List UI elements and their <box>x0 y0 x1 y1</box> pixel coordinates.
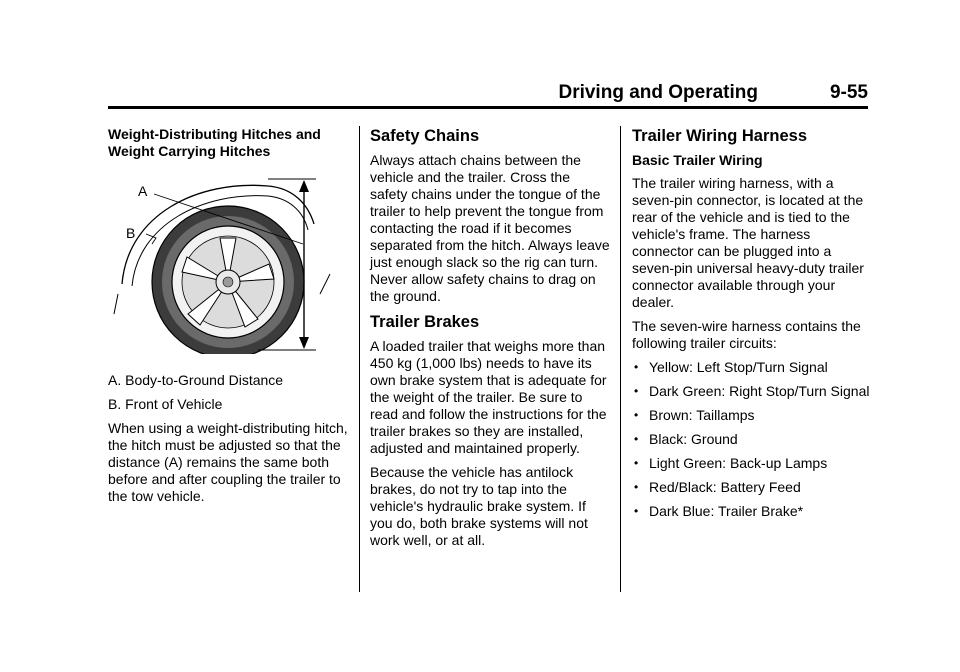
bullet-icon: • <box>634 480 639 494</box>
hitches-heading: Weight-Distributing Hitches and Weight Carrying Hitches <box>108 126 321 159</box>
column-1 <box>108 126 353 512</box>
bullet-icon: • <box>634 504 639 518</box>
bullet-icon: • <box>634 408 639 422</box>
column-divider-2 <box>620 126 621 592</box>
hitch-adjustment-paragraph: When using a weight-distributing hitch, the hitch must be adjusted so that the distance (A) remains the same both before and after coupling the trailer to the tow vehicle. <box>108 420 348 504</box>
safety-chains-heading: Safety Chains <box>370 127 480 145</box>
basic-wiring-subheading: Basic Trailer Wiring <box>632 152 763 168</box>
column-divider-1 <box>359 126 360 592</box>
label-a: A <box>138 183 148 199</box>
page-number: 9-55 <box>829 82 868 103</box>
caption-a: A. Body-to-Ground Distance <box>108 372 284 388</box>
column-2 <box>370 126 610 556</box>
safety-chains-paragraph: Always attach chains between the vehicle and the trailer. Cross the safety chains under the tongue of the trailer to help prevent the tongue from contacting the road if it becomes separated from the hitch. Always leave just enough slack so the rig can turn. Never allow safety chains to drag on the ground. <box>370 152 610 304</box>
bullet-icon: • <box>634 360 639 374</box>
list-item: • Dark Blue: Trailer Brake* <box>634 503 804 519</box>
bullet-icon: • <box>634 456 639 470</box>
wheel-clearance-figure <box>108 174 338 354</box>
section-title: Driving and Operating <box>558 82 758 103</box>
column-3 <box>632 126 872 527</box>
label-b: B <box>126 225 136 241</box>
harness-location-paragraph: The trailer wiring harness, with a seven-pin connector, is located at the rear of the vehicle and is tied to the vehicle's frame. The harness connector can be plugged into a seven-pin universal heavy-duty trailer connector available through your dealer. <box>632 175 864 310</box>
list-item: • Dark Green: Right Stop/Turn Signal <box>634 383 870 399</box>
wheel-illustration <box>108 174 338 354</box>
wiring-harness-heading: Trailer Wiring Harness <box>632 127 807 145</box>
circuit-list <box>632 359 872 520</box>
harness-circuits-intro: The seven-wire harness contains the following trailer circuits: <box>632 318 861 351</box>
trailer-brakes-paragraph-2: Because the vehicle has antilock brakes, do not try to tap into the vehicle's hydraulic brake system. If you do, both brake systems will not work well, or at all. <box>370 464 588 548</box>
list-item: • Red/Black: Battery Feed <box>634 479 801 495</box>
list-item: • Black: Ground <box>634 431 738 447</box>
bullet-icon: • <box>634 384 639 398</box>
bullet-icon: • <box>634 432 639 446</box>
trailer-brakes-heading: Trailer Brakes <box>370 313 480 331</box>
page-header <box>108 80 868 109</box>
list-item: • Brown: Taillamps <box>634 407 755 423</box>
list-item: • Light Green: Back-up Lamps <box>634 455 828 471</box>
trailer-brakes-paragraph-1: A loaded trailer that weighs more than 450 kg (1,000 lbs) needs to have its own brake system that is adequate for the weight of the trailer. Be sure to read and follow the instructions for the trailer brakes so they are installed, adjusted and maintained properly. <box>370 338 607 456</box>
caption-b: B. Front of Vehicle <box>108 396 223 412</box>
list-item: • Yellow: Left Stop/Turn Signal <box>634 359 828 375</box>
